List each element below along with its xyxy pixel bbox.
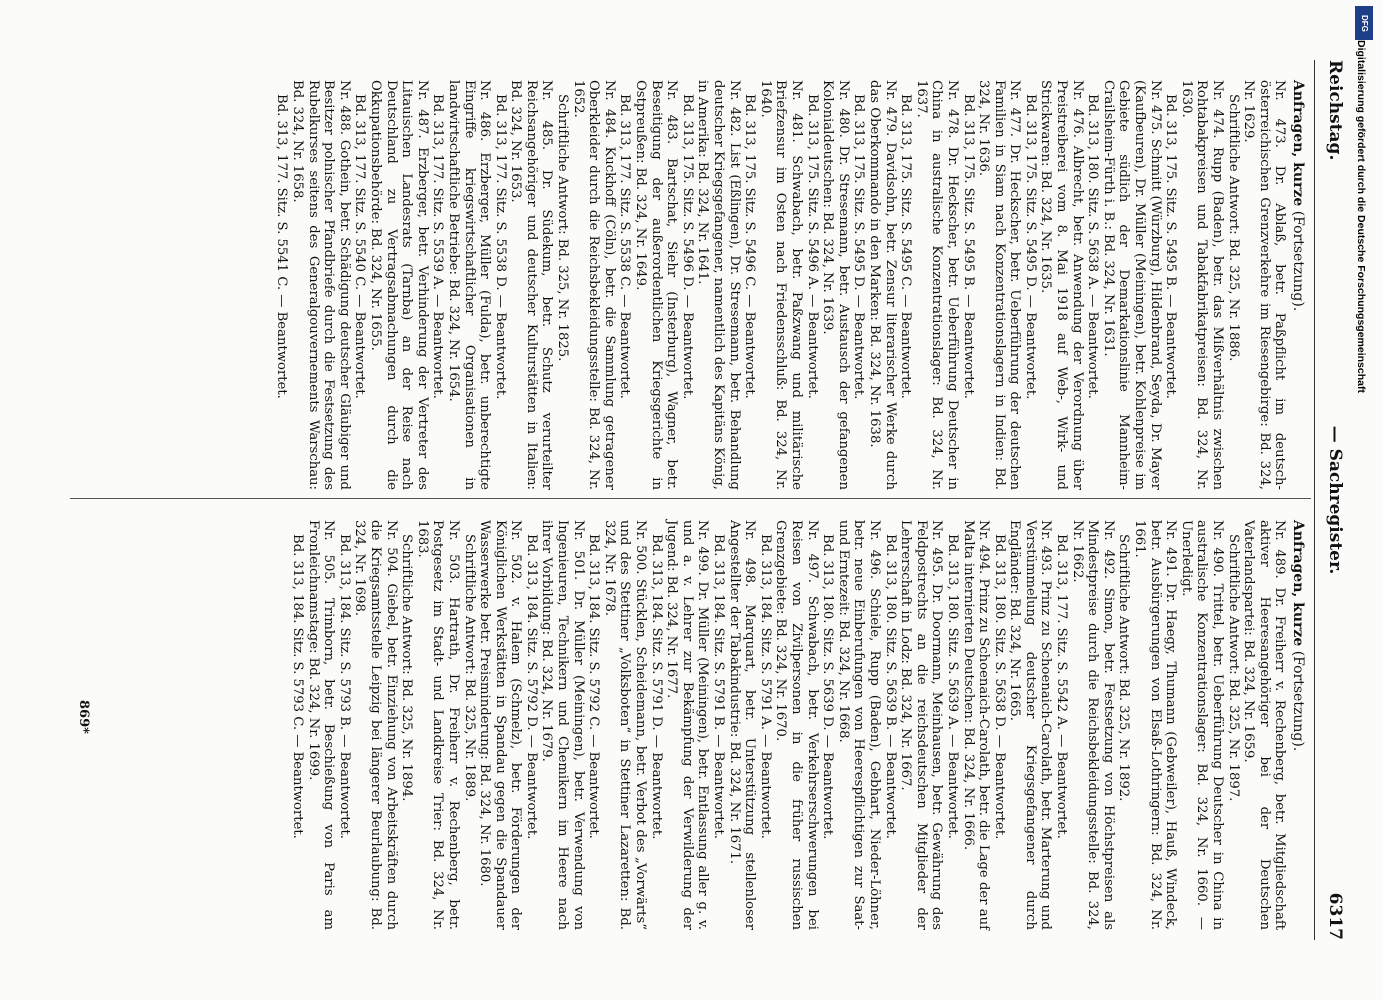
entry-reference: Schriftliche Antwort: Bd. 325, Nr. 1892. xyxy=(1116,534,1132,802)
index-entry: Nr. 480. Dr. Stresemann, betr. Austausch der gefangenen Kolonialdeutschen: Bd. 324, Nr. 1639. xyxy=(820,80,851,490)
entry-reference: Bd. 313, 180. Sitz. S. 5638 D. — Beantwortet. xyxy=(991,534,1007,840)
index-entry: Nr. 491. Dr. Haegy, Thumann (Gebweiler), Hauß, Windeck, betr. Ausbürgerungen von Elsaß-Lothringern: Bd. 324, Nr. 1661. xyxy=(1132,520,1179,930)
entry-reference: Bd. 313, 184. Sitz. S. 5791 B. — Beantwortet. xyxy=(711,534,727,839)
index-entry: Nr. 474. Rupp (Baden), betr. das Mißverhältnis zwischen Rohtabakpreisen und Tabakfabrikatpreisen: Bd. 324, Nr. 1630. xyxy=(1178,80,1226,490)
index-entry: Nr. 501. Dr. Müller (Meiningen), betr. Verwendung von Ingenieuren, Technikern und Chemikern im Heere nach ihrer Vorbildung: Bd. 324, Nr. 1679. xyxy=(539,520,586,930)
entry-reference: Bd. 313, 180. Sitz. S. 5639 D. — Beantwortet. xyxy=(820,534,836,840)
entry-reference: Schriftliche Antwort: Bd. 325, Nr. 1886. xyxy=(1225,94,1241,362)
column-divider xyxy=(70,498,1311,499)
index-entry: Nr. 502. v. Halem (Schmelz), betr. Förderungen der Königlichen Werkstätten in Spandau gegen die Spandauer Wasserwerke betr. Preisminderung: Bd. 324, Nr. 1680. xyxy=(477,520,524,930)
entry-reference: Bd. 313, 175. Sitz. S. 5496 A. — Beantwortet. xyxy=(804,94,820,399)
index-entry: Nr. 477. Dr. Heckscher, betr. Ueberführung der deutschen Familien in Siam nach Konzentrationslagern in Indien: Bd. 324, Nr. 1636. xyxy=(976,80,1023,490)
index-entry: Nr. 504. Giebel, betr. Einziehung von Arbeitskräften durch die Kriegsamtsstelle Leipzig bei längerer Beurlaubung: Bd. 324, Nr. 1698. xyxy=(352,520,399,930)
header-center: — Sachregister. xyxy=(1325,425,1345,575)
entry-reference: Bd. 313, 175. Sitz. S. 5495 B. — Beantwortet. xyxy=(1163,94,1179,399)
section-continuation: (Fortsetzung). xyxy=(1290,650,1306,752)
entry-reference: Bd. 313, 177. Sitz. S. 5542 A. — Beantwortet. xyxy=(1054,534,1070,839)
index-entry: Nr. 493. Prinz zu Schoenaich-Carolath, betr. Marterung und Verstümmelung deutscher Kriegsgefangener durch Engländer: Bd. 324, Nr. 1665. xyxy=(1007,520,1054,930)
entry-reference: Bd. 313, 180. Sitz. S. 5638 A. — Beantwortet. xyxy=(1085,94,1101,399)
entry-reference: Schriftliche Antwort: Bd. 325, Nr. 1889. xyxy=(461,534,477,802)
running-header xyxy=(1319,60,1345,940)
entry-reference: Schriftliche Antwort: Bd. 325, Nr. 1894. xyxy=(399,534,415,802)
entry-reference: Bd. 313, 184. Sitz. S. 5793 C. — Beantwortet. xyxy=(290,534,305,839)
entry-reference: Bd. 313, 184. Sitz. S. 5792 D. — Beantwortet. xyxy=(523,534,539,840)
header-left: Reichstag. xyxy=(1325,60,1345,161)
section-heading xyxy=(1289,80,1305,490)
dfg-logo: DFG xyxy=(1355,6,1373,40)
entry-reference: Bd. 313, 184. Sitz. S. 5793 B. — Beantwortet. xyxy=(336,534,352,839)
index-entry: Nr. 498. Marquart, betr. Unterstützung stellenloser Angestellter der Tabakindustrie: Bd. 324, Nr. 1671. xyxy=(726,520,758,930)
index-entry: Nr. 473. Dr. Ablaß, betr. Paßpflicht im deutsch-österreichischen Grenzverkehre im Riesengebirge: Bd. 324, Nr. 1629. xyxy=(1241,80,1288,490)
credit-text: Digitalisierung gefördert durch die Deutsche Forschungsgemeinschaft xyxy=(1355,40,1367,393)
header-rule xyxy=(1314,60,1315,940)
entry-reference: Bd. 313, 184. Sitz. S. 5791 A. — Beantwortet. xyxy=(757,534,773,839)
entry-reference: Bd. 313, 177. Sitz. S. 5539 A. — Beantwortet. xyxy=(430,94,446,399)
entry-reference: Schriftliche Antwort: Bd. 325, Nr. 1897. xyxy=(1225,534,1241,802)
section-continuation: (Fortsetzung). xyxy=(1290,210,1306,312)
entry-reference: Bd. 313, 184. Sitz. S. 5792 C. — Beantwortet. xyxy=(586,534,602,839)
footnote-mark: 869* xyxy=(76,700,91,734)
index-entry: Nr. 484. Kuckhoff (Cöln), betr. die Sammlung getragener Oberkleider durch die Reichsbekleidungsstelle: Bd. 324, Nr. 1652. xyxy=(570,80,617,490)
entry-reference: Bd. 313, 175. Sitz. S. 5495 C. — Beantwortet. xyxy=(898,94,914,399)
index-entry: Nr. 482. List (Eßlingen), Dr. Stresemann, betr. Behandlung deutscher Kriegsgefangener, namentlich des Kapitäns König, in Amerika: Bd. 324, Nr. 1641. xyxy=(695,80,742,490)
index-entry: Nr. 490. Trittel, betr. Ueberführung Deutscher in China in australische Konzentrationslager: Bd. 324, Nr. 1660. — Unerledigt. xyxy=(1178,520,1226,930)
index-entry: Nr. 496. Schiele, Rupp (Baden), Gebhart, Nieder-Löhner, betr. neue Einberufungen von Heerespflichtigen zur Saat- und Erntezeit: Bd. 324, Nr. 1668. xyxy=(835,520,882,930)
index-entry: Nr. 475. Schmitt (Würzburg), Hildenbrand, Seyda, Dr. Mayer (Kaufbeuren), Dr. Müller (Meiningen), betr. Kohlenpreise im Gebiete südlich der Demarkationslinie Mannheim-Crailsheim-Fürth i. B.: Bd. 324, Nr. 1631. xyxy=(1100,80,1163,490)
index-entry: Nr. 497. Schwabach, betr. Verkehrserschwerungen bei Reisen von Zivilpersonen in die früher russischen Grenzgebiete: Bd. 324, Nr. 1670. xyxy=(773,520,820,930)
section-title: Anfragen, kurze xyxy=(1290,520,1306,647)
index-entry: Nr. 495. Dr. Doormann, Meinhausen, betr. Gewährung des Feldpostrechts an die reichsdeutschen Mitglieder der Lehrerschaft in Lodz: Bd. 324, Nr. 1667. xyxy=(898,520,945,930)
entry-reference: Bd. 313, 177. Sitz. S. 5538 D. — Beantwortet. xyxy=(492,94,508,400)
entry-reference: Bd. 313, 175. Sitz. S. 5496 D. — Beantwortet. xyxy=(679,94,695,400)
index-entry: Nr. 481. Schwabach, betr. Paßzwang und militärische Briefzensur im Osten nach Friedensschluß: Bd. 324, Nr. 1640. xyxy=(757,80,804,490)
entry-reference: Bd. 313, 177. Sitz. S. 5540 C. — Beantwortet. xyxy=(352,94,368,399)
entry-reference: Schriftliche Antwort: Bd. 325, Nr. 1825. xyxy=(555,94,571,362)
entry-reference: Bd. 313, 177. Sitz. S. 5538 C. — Beantwortet. xyxy=(617,94,633,399)
index-entry: Nr. 485. Dr. Südekum, betr. Schutz verurteilter Reichsangehöriger und deutscher Kulturstätten in Italien: Bd. 324, Nr. 1653. xyxy=(508,80,555,490)
index-entry: Nr. 487. Erzberger, betr. Verhinderung der Vertreter des Litauischen Landesrats (Tarnba) an der Reise nach Deutschland zu Vertragsabmachungen durch die Okkupationsbehörde: Bd. 324, Nr. 1655. xyxy=(367,80,430,490)
entry-reference: Bd. 313, 180. Sitz. S. 5639 A. — Beantwortet. xyxy=(944,534,960,839)
index-entry: Nr. 489. Dr. Freiherr v. Rechenberg, betr. Mitgliedschaft aktiver Heeresangehöriger bei der Deutschen Vaterlandspartei: Bd. 324, Nr. 1659. xyxy=(1241,520,1288,930)
index-entry: Nr. 499. Dr. Müller (Meiningen), betr. Entlassung aller g. v. und a. v. Lehrer zur Bekämpfung der Verwilderung der Jugend: Bd. 324, Nr. 1677. xyxy=(664,520,711,930)
entry-reference: Bd. 313, 175. Sitz. S. 5496 C. — Beantwortet. xyxy=(742,94,758,399)
page-number: 6317 xyxy=(1325,892,1345,940)
entry-reference: Bd. 313, 175. Sitz. S. 5495 D. — Beantwortet. xyxy=(1022,94,1038,400)
entry-reference: Bd. 313, 184. Sitz. S. 5791 D. — Beantwortet. xyxy=(648,534,664,840)
section-heading xyxy=(1289,520,1305,930)
right-column xyxy=(289,520,1305,930)
index-entry: Nr. 483. Bartschat, Siehr (Insterburg), Wagner, betr. Beseitigung der außerordentlichen Kriegsgerichte in Ostpreußen: Bd. 324, Nr. 1649. xyxy=(633,80,680,490)
index-entry: Nr. 476. Albrecht, betr. Anwendung der Verordnung über Preistreiberei vom 8. Mai 1918 auf Web-, Wirk- und Strickwaren: Bd. 324, Nr. 1635. xyxy=(1038,80,1085,490)
section-title: Anfragen, kurze xyxy=(1290,80,1306,207)
index-entry: Nr. 478. Dr. Heckscher, betr. Ueberführung Deutscher in China in australische Konzentrationslager: Bd. 324, Nr. 1637. xyxy=(913,80,960,490)
index-entry: Nr. 488. Gothein, betr. Schädigung deutscher Gläubiger und Besitzer polnischer Pfandbriefe durch die Festsetzung des Rubelkurses seitens des Generalgouvernements Warschau: Bd. 324, Nr. 1658. xyxy=(290,80,352,490)
left-column xyxy=(274,80,1305,490)
index-entry: Nr. 505. Trimborn, betr. Beschießung von Paris am Fronleichnamstage: Bd. 324, Nr. 1699. xyxy=(305,520,337,930)
digitization-credit xyxy=(1353,0,1377,1000)
index-entry: Nr. 479. Davidsohn, betr. Zensur literarischer Werke durch das Oberkommando in den Marken: Bd. 324, Nr. 1638. xyxy=(866,80,898,490)
entry-reference: Bd. 313, 175. Sitz. S. 5495 B. — Beantwortet. xyxy=(960,94,976,399)
entry-reference: Bd. 313, 175. Sitz. S. 5495 D. — Beantwortet. xyxy=(851,94,867,400)
index-entry: Nr. 494. Prinz zu Schoenaich-Carolath, betr. die Lage der auf Malta internierten Deutschen: Bd. 324, Nr. 1666. xyxy=(960,520,992,930)
entry-reference: Bd. 313, 177. Sitz. S. 5541 C. — Beantwortet. xyxy=(274,94,290,399)
index-entry: Nr. 500. Stücklen, Scheidemann, betr. Verbot des „Vorwärts“ und des Stettiner „Volksboten“ in Stettiner Lazaretten: Bd. 324, Nr. 1678. xyxy=(601,520,649,930)
index-entry: Nr. 492. Simon, betr. Festsetzung von Höchstpreisen als Mindestpreise durch die Reichsbekleidungsstelle: Bd. 324, Nr. 1662. xyxy=(1069,520,1116,930)
index-entry: Nr. 486. Erzberger, Müller (Fulda), betr. unberechtigte Eingriffe kriegswirtschaftlicher Organisationen in landwirtschaftliche Betriebe: Bd. 324, Nr. 1654. xyxy=(445,80,493,490)
index-entry: Nr. 503. Hartrath, Dr. Freiherr v. Rechenberg, betr. Postgesetz im Stadt- und Landkreise Trier: Bd. 324, Nr. 1683. xyxy=(414,520,461,930)
entry-reference: Bd. 313, 180. Sitz. S. 5639 B. — Beantwortet. xyxy=(882,534,898,839)
